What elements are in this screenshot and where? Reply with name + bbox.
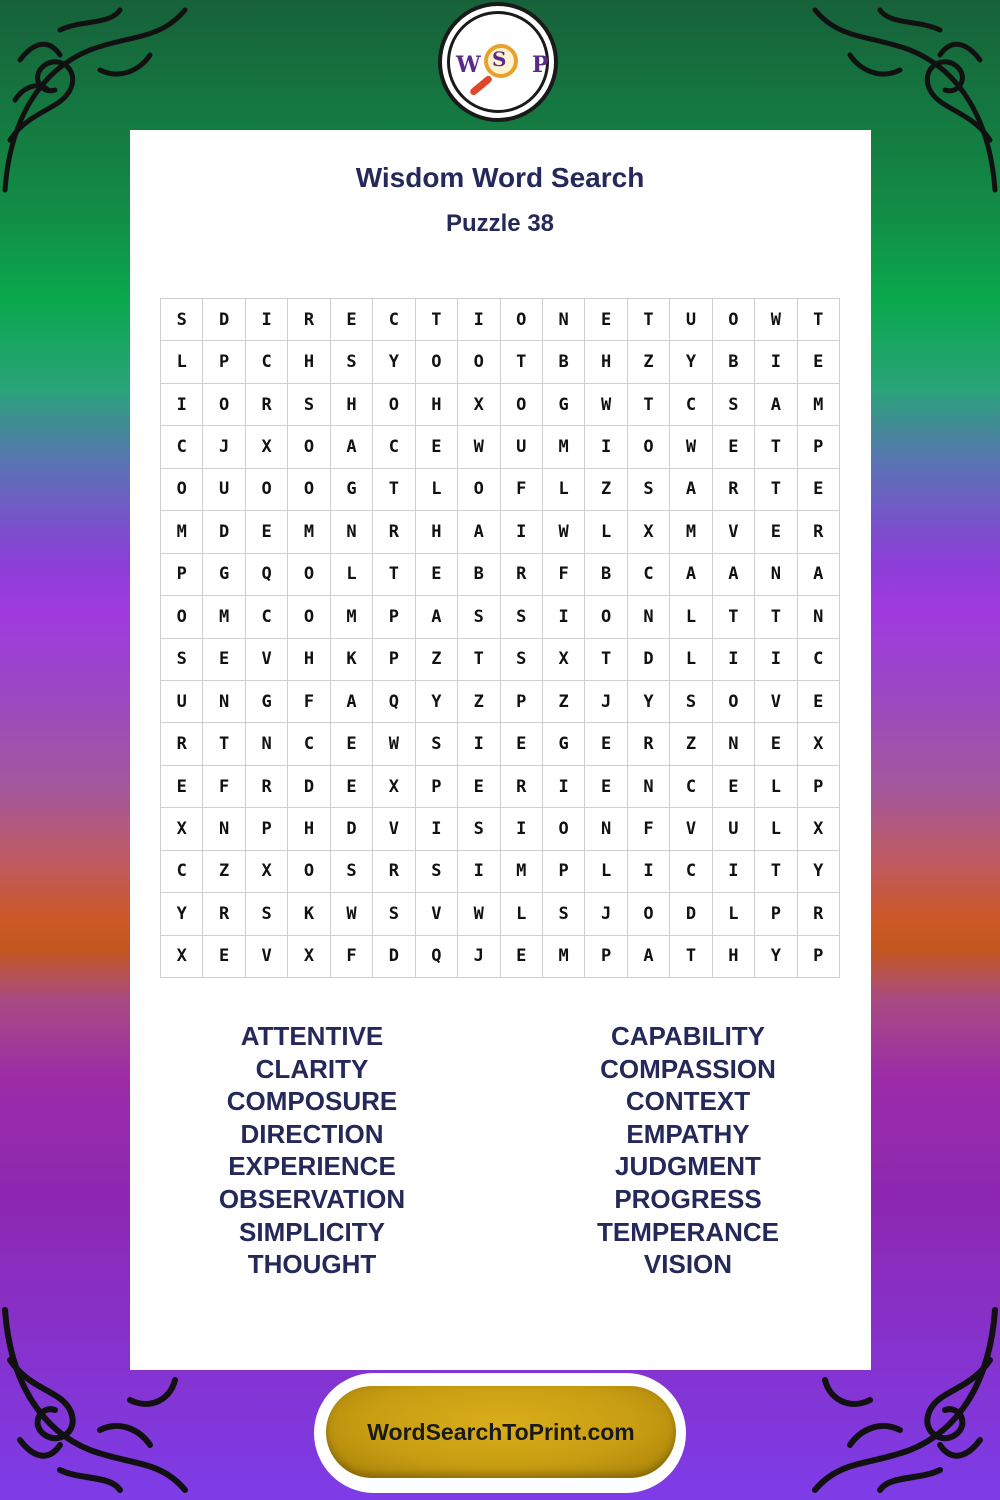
grid-cell[interactable]: D: [670, 893, 712, 935]
grid-cell[interactable]: X: [458, 384, 500, 426]
grid-cell[interactable]: G: [246, 681, 288, 723]
grid-cell[interactable]: T: [373, 469, 415, 511]
grid-cell[interactable]: I: [161, 384, 203, 426]
grid-cell[interactable]: I: [416, 808, 458, 850]
word-list-item: CLARITY: [255, 1053, 369, 1084]
grid-cell[interactable]: P: [585, 936, 627, 978]
grid-cell[interactable]: Y: [373, 341, 415, 383]
grid-cell[interactable]: V: [755, 681, 797, 723]
grid-cell[interactable]: E: [713, 766, 755, 808]
site-logo[interactable]: [438, 2, 558, 122]
grid-cell[interactable]: A: [713, 554, 755, 596]
word-list-left: [162, 1020, 462, 1281]
grid-cell[interactable]: E: [416, 426, 458, 468]
grid-cell[interactable]: E: [416, 554, 458, 596]
grid-cell[interactable]: E: [458, 766, 500, 808]
word-list-item: PROGRESS: [614, 1183, 762, 1214]
grid-cell[interactable]: H: [416, 384, 458, 426]
grid-cell[interactable]: H: [331, 384, 373, 426]
grid-cell[interactable]: N: [628, 596, 670, 638]
grid-cell[interactable]: R: [628, 723, 670, 765]
grid-cell[interactable]: C: [161, 426, 203, 468]
grid-cell[interactable]: N: [331, 511, 373, 553]
grid-cell[interactable]: L: [161, 341, 203, 383]
grid-cell[interactable]: X: [543, 639, 585, 681]
grid-cell[interactable]: H: [288, 341, 330, 383]
grid-cell[interactable]: N: [713, 723, 755, 765]
grid-cell[interactable]: I: [628, 851, 670, 893]
grid-cell[interactable]: R: [246, 766, 288, 808]
grid-cell[interactable]: E: [755, 511, 797, 553]
grid-cell[interactable]: V: [246, 639, 288, 681]
grid-cell[interactable]: F: [288, 681, 330, 723]
grid-cell[interactable]: R: [713, 469, 755, 511]
grid-cell[interactable]: D: [288, 766, 330, 808]
grid-cell[interactable]: P: [543, 851, 585, 893]
grid-cell[interactable]: O: [628, 426, 670, 468]
grid-cell[interactable]: O: [203, 384, 245, 426]
grid-cell[interactable]: M: [331, 596, 373, 638]
puzzle-number: Puzzle 38: [445, 210, 555, 237]
grid-cell[interactable]: O: [288, 596, 330, 638]
grid-cell[interactable]: V: [670, 808, 712, 850]
grid-cell[interactable]: C: [670, 851, 712, 893]
grid-cell[interactable]: A: [416, 596, 458, 638]
grid-cell[interactable]: S: [331, 341, 373, 383]
grid-cell[interactable]: L: [585, 511, 627, 553]
grid-cell[interactable]: O: [161, 469, 203, 511]
grid-cell[interactable]: C: [246, 596, 288, 638]
grid-cell[interactable]: X: [798, 723, 840, 765]
grid-cell[interactable]: B: [713, 341, 755, 383]
grid-cell[interactable]: T: [755, 596, 797, 638]
grid-cell[interactable]: F: [203, 766, 245, 808]
grid-cell[interactable]: H: [713, 936, 755, 978]
grid-cell[interactable]: Z: [458, 681, 500, 723]
grid-cell[interactable]: X: [161, 808, 203, 850]
grid-cell[interactable]: W: [755, 299, 797, 341]
grid-cell[interactable]: S: [416, 851, 458, 893]
word-list-item: CAPABILITY: [610, 1021, 766, 1051]
grid-cell[interactable]: E: [798, 341, 840, 383]
grid-cell[interactable]: X: [798, 808, 840, 850]
grid-cell[interactable]: O: [585, 596, 627, 638]
grid-cell[interactable]: O: [501, 384, 543, 426]
grid-cell[interactable]: S: [543, 893, 585, 935]
word-list-item: TEMPERANCE: [596, 1216, 779, 1247]
grid-cell[interactable]: E: [713, 426, 755, 468]
grid-cell[interactable]: W: [585, 384, 627, 426]
grid-cell[interactable]: X: [628, 511, 670, 553]
grid-cell[interactable]: S: [628, 469, 670, 511]
grid-cell[interactable]: P: [203, 341, 245, 383]
grid-cell[interactable]: L: [585, 851, 627, 893]
grid-cell[interactable]: Y: [628, 681, 670, 723]
grid-cell[interactable]: U: [161, 681, 203, 723]
grid-cell[interactable]: N: [203, 681, 245, 723]
word-list-item: ATTENTIVE: [240, 1021, 384, 1051]
grid-cell[interactable]: F: [501, 469, 543, 511]
grid-cell[interactable]: J: [203, 426, 245, 468]
grid-cell[interactable]: M: [543, 426, 585, 468]
grid-cell[interactable]: I: [585, 426, 627, 468]
grid-cell[interactable]: O: [713, 681, 755, 723]
grid-cell[interactable]: Y: [798, 851, 840, 893]
word-list-item: EXPERIENCE: [228, 1151, 396, 1182]
grid-cell[interactable]: O: [628, 893, 670, 935]
grid-cell[interactable]: L: [543, 469, 585, 511]
grid-cell[interactable]: Y: [161, 893, 203, 935]
word-list-item: SIMPLICITY: [239, 1216, 385, 1247]
grid-cell[interactable]: X: [246, 426, 288, 468]
grid-cell[interactable]: I: [458, 723, 500, 765]
grid-cell[interactable]: D: [628, 639, 670, 681]
grid-cell[interactable]: R: [288, 299, 330, 341]
word-list-item: EMPATHY: [626, 1118, 750, 1149]
grid-cell[interactable]: D: [203, 299, 245, 341]
grid-cell[interactable]: E: [585, 766, 627, 808]
grid-cell[interactable]: C: [161, 851, 203, 893]
grid-cell[interactable]: I: [458, 851, 500, 893]
grid-cell[interactable]: I: [713, 851, 755, 893]
grid-cell[interactable]: A: [755, 384, 797, 426]
grid-cell[interactable]: T: [755, 469, 797, 511]
grid-cell[interactable]: T: [755, 851, 797, 893]
grid-cell[interactable]: S: [670, 681, 712, 723]
grid-cell[interactable]: O: [543, 808, 585, 850]
grid-cell[interactable]: I: [543, 596, 585, 638]
grid-cell[interactable]: I: [501, 511, 543, 553]
grid-cell[interactable]: O: [288, 851, 330, 893]
grid-cell[interactable]: E: [585, 723, 627, 765]
grid-cell[interactable]: E: [246, 511, 288, 553]
grid-cell[interactable]: M: [543, 936, 585, 978]
grid-cell[interactable]: T: [713, 596, 755, 638]
grid-cell[interactable]: M: [501, 851, 543, 893]
grid-cell[interactable]: P: [501, 681, 543, 723]
grid-cell[interactable]: V: [246, 936, 288, 978]
grid-cell[interactable]: G: [203, 554, 245, 596]
grid-cell[interactable]: T: [585, 639, 627, 681]
grid-cell[interactable]: L: [501, 893, 543, 935]
grid-cell[interactable]: O: [501, 299, 543, 341]
word-list-item: COMPASSION: [600, 1053, 776, 1084]
grid-cell[interactable]: Z: [416, 639, 458, 681]
grid-cell[interactable]: Y: [755, 936, 797, 978]
word-list-item: COMPOSURE: [226, 1086, 398, 1117]
grid-cell[interactable]: X: [161, 936, 203, 978]
grid-cell[interactable]: Z: [203, 851, 245, 893]
grid-cell[interactable]: B: [458, 554, 500, 596]
grid-cell[interactable]: J: [458, 936, 500, 978]
grid-cell[interactable]: S: [458, 596, 500, 638]
grid-cell[interactable]: Q: [373, 681, 415, 723]
grid-cell[interactable]: I: [501, 808, 543, 850]
grid-cell[interactable]: D: [373, 936, 415, 978]
grid-cell[interactable]: W: [543, 511, 585, 553]
grid-cell[interactable]: B: [585, 554, 627, 596]
grid-cell[interactable]: A: [670, 554, 712, 596]
grid-cell[interactable]: Y: [416, 681, 458, 723]
grid-cell[interactable]: T: [628, 384, 670, 426]
logo-letter-p: P: [532, 52, 549, 78]
grid-cell[interactable]: C: [373, 299, 415, 341]
grid-cell[interactable]: A: [331, 426, 373, 468]
word-list-item: CONTEXT: [625, 1086, 751, 1117]
grid-cell[interactable]: O: [416, 341, 458, 383]
grid-cell[interactable]: T: [501, 341, 543, 383]
grid-cell[interactable]: M: [670, 511, 712, 553]
grid-cell[interactable]: D: [203, 511, 245, 553]
grid-cell[interactable]: G: [331, 469, 373, 511]
grid-cell[interactable]: S: [458, 808, 500, 850]
grid-cell[interactable]: L: [416, 469, 458, 511]
word-list-item: DIRECTION: [240, 1118, 384, 1149]
grid-cell[interactable]: A: [331, 681, 373, 723]
grid-cell[interactable]: W: [458, 426, 500, 468]
grid-cell[interactable]: A: [670, 469, 712, 511]
grid-cell[interactable]: E: [501, 936, 543, 978]
grid-cell[interactable]: E: [203, 639, 245, 681]
grid-cell[interactable]: I: [713, 639, 755, 681]
word-list-right: [538, 1020, 838, 1281]
grid-cell[interactable]: R: [373, 851, 415, 893]
grid-cell[interactable]: F: [628, 808, 670, 850]
grid-cell[interactable]: S: [373, 893, 415, 935]
grid-cell[interactable]: N: [246, 723, 288, 765]
grid-cell[interactable]: M: [798, 384, 840, 426]
grid-cell[interactable]: T: [373, 554, 415, 596]
grid-cell[interactable]: L: [755, 808, 797, 850]
grid-cell[interactable]: E: [585, 299, 627, 341]
grid-cell[interactable]: R: [798, 511, 840, 553]
grid-cell[interactable]: N: [585, 808, 627, 850]
grid-cell[interactable]: B: [543, 341, 585, 383]
grid-cell[interactable]: P: [798, 936, 840, 978]
grid-cell[interactable]: R: [203, 893, 245, 935]
grid-cell[interactable]: Z: [585, 469, 627, 511]
grid-cell[interactable]: R: [501, 554, 543, 596]
word-list-item: OBSERVATION: [218, 1183, 406, 1214]
grid-cell[interactable]: T: [416, 299, 458, 341]
grid-cell[interactable]: E: [501, 723, 543, 765]
grid-cell[interactable]: P: [755, 893, 797, 935]
grid-cell[interactable]: T: [458, 639, 500, 681]
grid-cell[interactable]: L: [670, 639, 712, 681]
grid-cell[interactable]: S: [246, 893, 288, 935]
word-list-item: JUDGMENT: [615, 1151, 761, 1182]
grid-cell[interactable]: L: [670, 596, 712, 638]
grid-cell[interactable]: U: [203, 469, 245, 511]
grid-cell[interactable]: R: [246, 384, 288, 426]
grid-cell[interactable]: A: [628, 936, 670, 978]
grid-cell[interactable]: M: [161, 511, 203, 553]
grid-cell[interactable]: E: [331, 766, 373, 808]
grid-cell[interactable]: E: [331, 299, 373, 341]
grid-cell[interactable]: X: [373, 766, 415, 808]
grid-cell[interactable]: E: [755, 723, 797, 765]
grid-cell[interactable]: Z: [628, 341, 670, 383]
grid-cell[interactable]: J: [585, 893, 627, 935]
grid-cell[interactable]: C: [373, 426, 415, 468]
grid-cell[interactable]: T: [755, 426, 797, 468]
grid-cell[interactable]: H: [288, 639, 330, 681]
grid-cell[interactable]: T: [670, 936, 712, 978]
logo-letter-w: W: [456, 52, 481, 78]
grid-cell[interactable]: Z: [670, 723, 712, 765]
grid-cell[interactable]: S: [161, 639, 203, 681]
grid-cell[interactable]: U: [713, 808, 755, 850]
grid-cell[interactable]: R: [501, 766, 543, 808]
grid-cell[interactable]: L: [755, 766, 797, 808]
grid-cell[interactable]: T: [203, 723, 245, 765]
grid-cell[interactable]: X: [246, 851, 288, 893]
grid-cell[interactable]: O: [458, 341, 500, 383]
grid-cell[interactable]: S: [288, 384, 330, 426]
grid-cell[interactable]: P: [161, 554, 203, 596]
grid-cell[interactable]: V: [373, 808, 415, 850]
grid-cell[interactable]: H: [416, 511, 458, 553]
grid-cell[interactable]: E: [331, 723, 373, 765]
grid-cell[interactable]: C: [288, 723, 330, 765]
grid-cell[interactable]: C: [246, 341, 288, 383]
grid-cell[interactable]: K: [331, 639, 373, 681]
grid-cell[interactable]: H: [585, 341, 627, 383]
grid-cell[interactable]: Y: [670, 341, 712, 383]
grid-cell[interactable]: N: [543, 299, 585, 341]
grid-cell[interactable]: I: [458, 299, 500, 341]
grid-cell[interactable]: W: [331, 893, 373, 935]
grid-cell[interactable]: N: [755, 554, 797, 596]
grid-cell[interactable]: N: [798, 596, 840, 638]
grid-cell[interactable]: W: [373, 723, 415, 765]
grid-cell[interactable]: M: [203, 596, 245, 638]
grid-cell[interactable]: C: [670, 384, 712, 426]
grid-cell[interactable]: U: [670, 299, 712, 341]
grid-cell[interactable]: D: [331, 808, 373, 850]
grid-cell[interactable]: C: [628, 554, 670, 596]
grid-cell[interactable]: O: [288, 426, 330, 468]
grid-cell[interactable]: O: [713, 299, 755, 341]
word-list-item: THOUGHT: [247, 1249, 377, 1280]
grid-cell[interactable]: R: [373, 511, 415, 553]
grid-cell[interactable]: G: [543, 384, 585, 426]
website-button[interactable]: [326, 1386, 676, 1478]
grid-cell[interactable]: S: [501, 596, 543, 638]
grid-cell[interactable]: I: [755, 341, 797, 383]
grid-cell[interactable]: O: [246, 469, 288, 511]
grid-cell[interactable]: Z: [543, 681, 585, 723]
grid-cell[interactable]: P: [798, 766, 840, 808]
grid-cell[interactable]: O: [373, 384, 415, 426]
page-title: Wisdom Word Search: [355, 162, 645, 193]
grid-cell[interactable]: F: [543, 554, 585, 596]
grid-cell[interactable]: S: [501, 639, 543, 681]
grid-cell[interactable]: M: [288, 511, 330, 553]
grid-cell[interactable]: H: [288, 808, 330, 850]
grid-cell[interactable]: N: [203, 808, 245, 850]
grid-cell[interactable]: T: [798, 299, 840, 341]
website-label: WordSearchToPrint.com: [367, 1418, 635, 1445]
logo-letter-s: S: [492, 47, 507, 71]
grid-cell[interactable]: O: [288, 469, 330, 511]
grid-cell[interactable]: S: [713, 384, 755, 426]
grid-cell[interactable]: V: [416, 893, 458, 935]
grid-cell[interactable]: O: [161, 596, 203, 638]
grid-cell[interactable]: S: [331, 851, 373, 893]
letter-grid[interactable]: [160, 298, 840, 978]
grid-cell[interactable]: Q: [416, 936, 458, 978]
grid-cell[interactable]: E: [203, 936, 245, 978]
grid-cell[interactable]: S: [416, 723, 458, 765]
grid-cell[interactable]: I: [755, 639, 797, 681]
grid-cell[interactable]: C: [670, 766, 712, 808]
grid-cell[interactable]: A: [798, 554, 840, 596]
word-list-item: VISION: [643, 1249, 733, 1280]
grid-cell[interactable]: S: [161, 299, 203, 341]
grid-cell[interactable]: I: [246, 299, 288, 341]
grid-cell[interactable]: L: [331, 554, 373, 596]
grid-cell[interactable]: C: [798, 639, 840, 681]
grid-cell[interactable]: G: [543, 723, 585, 765]
grid-cell[interactable]: R: [161, 723, 203, 765]
grid-cell[interactable]: T: [628, 299, 670, 341]
grid-cell[interactable]: P: [373, 596, 415, 638]
grid-cell[interactable]: N: [628, 766, 670, 808]
grid-cell[interactable]: P: [798, 426, 840, 468]
grid-cell[interactable]: W: [458, 893, 500, 935]
grid-cell[interactable]: R: [798, 893, 840, 935]
grid-cell[interactable]: P: [416, 766, 458, 808]
grid-cell[interactable]: J: [585, 681, 627, 723]
grid-cell[interactable]: O: [458, 469, 500, 511]
grid-cell[interactable]: Q: [246, 554, 288, 596]
grid-cell[interactable]: P: [246, 808, 288, 850]
grid-cell[interactable]: U: [501, 426, 543, 468]
grid-cell[interactable]: A: [458, 511, 500, 553]
grid-cell[interactable]: V: [713, 511, 755, 553]
grid-cell[interactable]: K: [288, 893, 330, 935]
grid-cell[interactable]: O: [288, 554, 330, 596]
grid-cell[interactable]: L: [713, 893, 755, 935]
grid-cell[interactable]: E: [798, 469, 840, 511]
grid-cell[interactable]: W: [670, 426, 712, 468]
grid-cell[interactable]: E: [798, 681, 840, 723]
grid-cell[interactable]: F: [331, 936, 373, 978]
grid-cell[interactable]: X: [288, 936, 330, 978]
grid-cell[interactable]: E: [161, 766, 203, 808]
grid-cell[interactable]: P: [373, 639, 415, 681]
grid-cell[interactable]: I: [543, 766, 585, 808]
